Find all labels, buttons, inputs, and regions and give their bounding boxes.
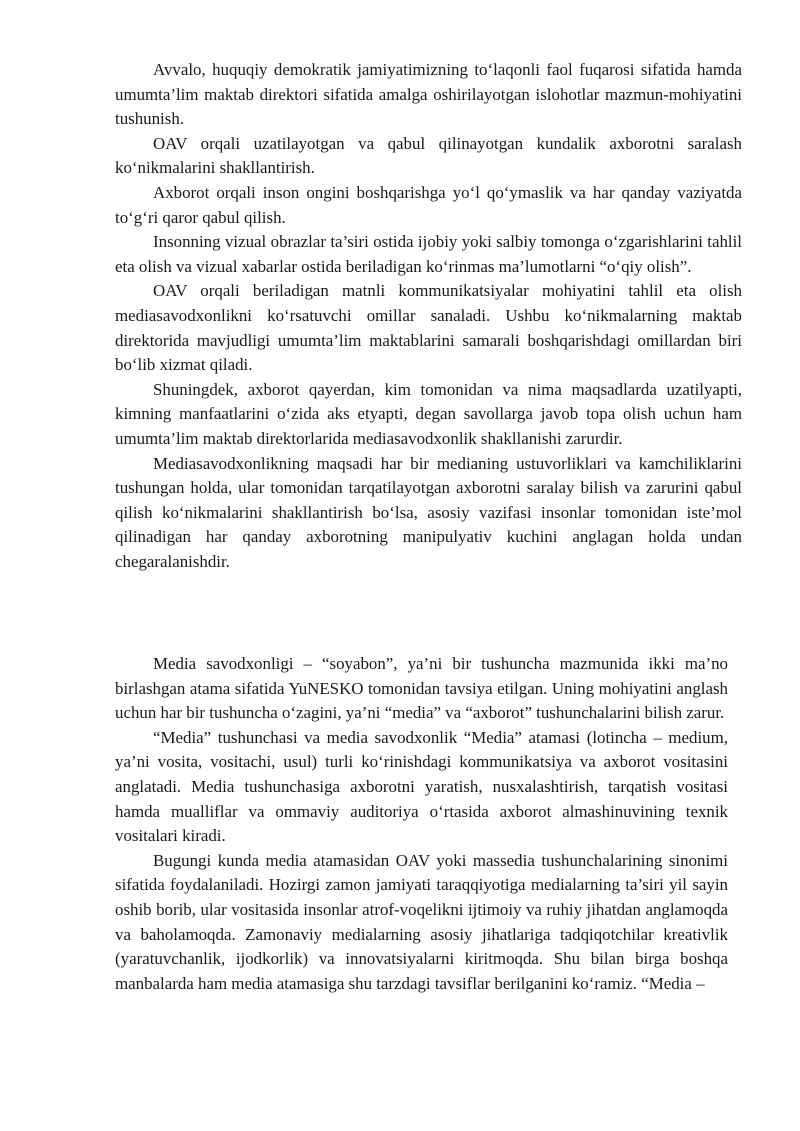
paragraph-uz-4: Insonning vizual obrazlar ta’siri ostida ijobiy yoki salbiy tomonga o‘zgarishlarini tahlil eta olish va vizual xabarlar ostida beriladigan ko‘rinmas ma’lumotlarni “o‘qiy olish”.: [115, 232, 742, 276]
paragraph-uz-1: Avvalo, huquqiy demokratik jamiyatimizning to‘laqonli faol fuqarosi sifatida hamda umumta’lim maktab direktori sifatida amalga oshirilayotgan islohotlar mazmun-mohiyatini tushunish.: [115, 60, 742, 129]
paragraph-uz-2: OAV orqali uzatilayotgan va qabul qilinayotgan kundalik axborotni saralash ko‘nikmalarini shakllantirish.: [115, 133, 742, 178]
paragraph-uz-9: “Media” tushunchasi va media savodxonlik “Media” atamasi (lotincha – medium, ya’ni vosita, vositachi, usul) turli ko‘rinishdagi kommunikatsiya va axborot vositasini anglatadi. Media tushunchasiga axborotni yaratish, nusxalashtirish, tarqatish vositasi hamda mualliflar va ommaviy auditoriya o‘rtasida axborot almashinuvining texnik vositalari kiradi.: [115, 727, 728, 846]
document-body-bottom: [115, 652, 728, 996]
paragraph-uz-5: OAV orqali beriladigan matnli kommunikatsiyalar mohiyatini tahlil eta olish mediasavodxonlikni ko‘rsatuvchi omillar sanaladi. Ushbu ko‘nikmalarning maktab direktorida mavjudligi umumta’lim maktablarini samarali boshqarishdagi omillardan biri bo‘lib xizmat qiladi.: [115, 281, 742, 375]
paragraph-uz-3: Axborot orqali inson ongini boshqarishga yo‘l qo‘ymaslik va har qanday vaziyatda to‘g‘ri qaror qabul qilish.: [115, 182, 742, 227]
document-body-top: [115, 58, 742, 574]
paragraph-uz-8: Media savodxonligi – “soyabon”, ya’ni bir tushuncha mazmunida ikki ma’no birlashgan atama sifatida YuNESKO tomonidan tavsiya etilgan. Uning mohiyatini anglash uchun har bir tushuncha o‘zagini, ya’ni “media” va “axborot” tushunchalarini bilish zarur.: [115, 654, 728, 723]
paragraph-uz-6: Shuningdek, axborot qayerdan, kim tomonidan va nima maqsadlarda uzatilyapti, kimning manfaatlarini o‘zida aks etyapti, degan savollarga javob topa olish uchun ham umumta’lim maktab direktorlarida mediasavodxonlik shakllanishi zarurdir.: [115, 379, 742, 448]
paragraph-uz-10: Bugungi kunda media atamasidan OAV yoki massedia tushunchalarining sinonimi sifatida foydalaniladi. Hozirgi zamon jamiyati taraqqiyotiga medialarning ta’siri yil sayin oshib borib, ular vositasida insonlar atrof-voqelikni ijtimoiy va ruhiy jihatdan anglamoqda va baholamoqda. Zamonaviy medialarning asosiy jihatlariga tadqiqotchilar kreativlik (yaratuvchanlik, ijodkorlik) va innovatsiyalarni kiritmoqda. Shu bilan birga boshqa manbalarda ham media atamasiga shu tarzdagi tavsiflar berilganini ko‘ramiz. “Media –: [115, 850, 728, 993]
paragraph-uz-7: Mediasavodxonlikning maqsadi har bir medianing ustuvorliklari va kamchiliklarini tushungan holda, ular tomonidan tarqatilayotgan axborotni saralay bilish va zarurini qabul qilish ko‘nikmalarini shakllantirish bo‘lsa, asosiy vazifasi insonlar tomonidan iste’mol qilinadigan har qanday axborotning manipulyativ kuchini anglagan holda undan chegaralanishdir.: [115, 453, 742, 571]
